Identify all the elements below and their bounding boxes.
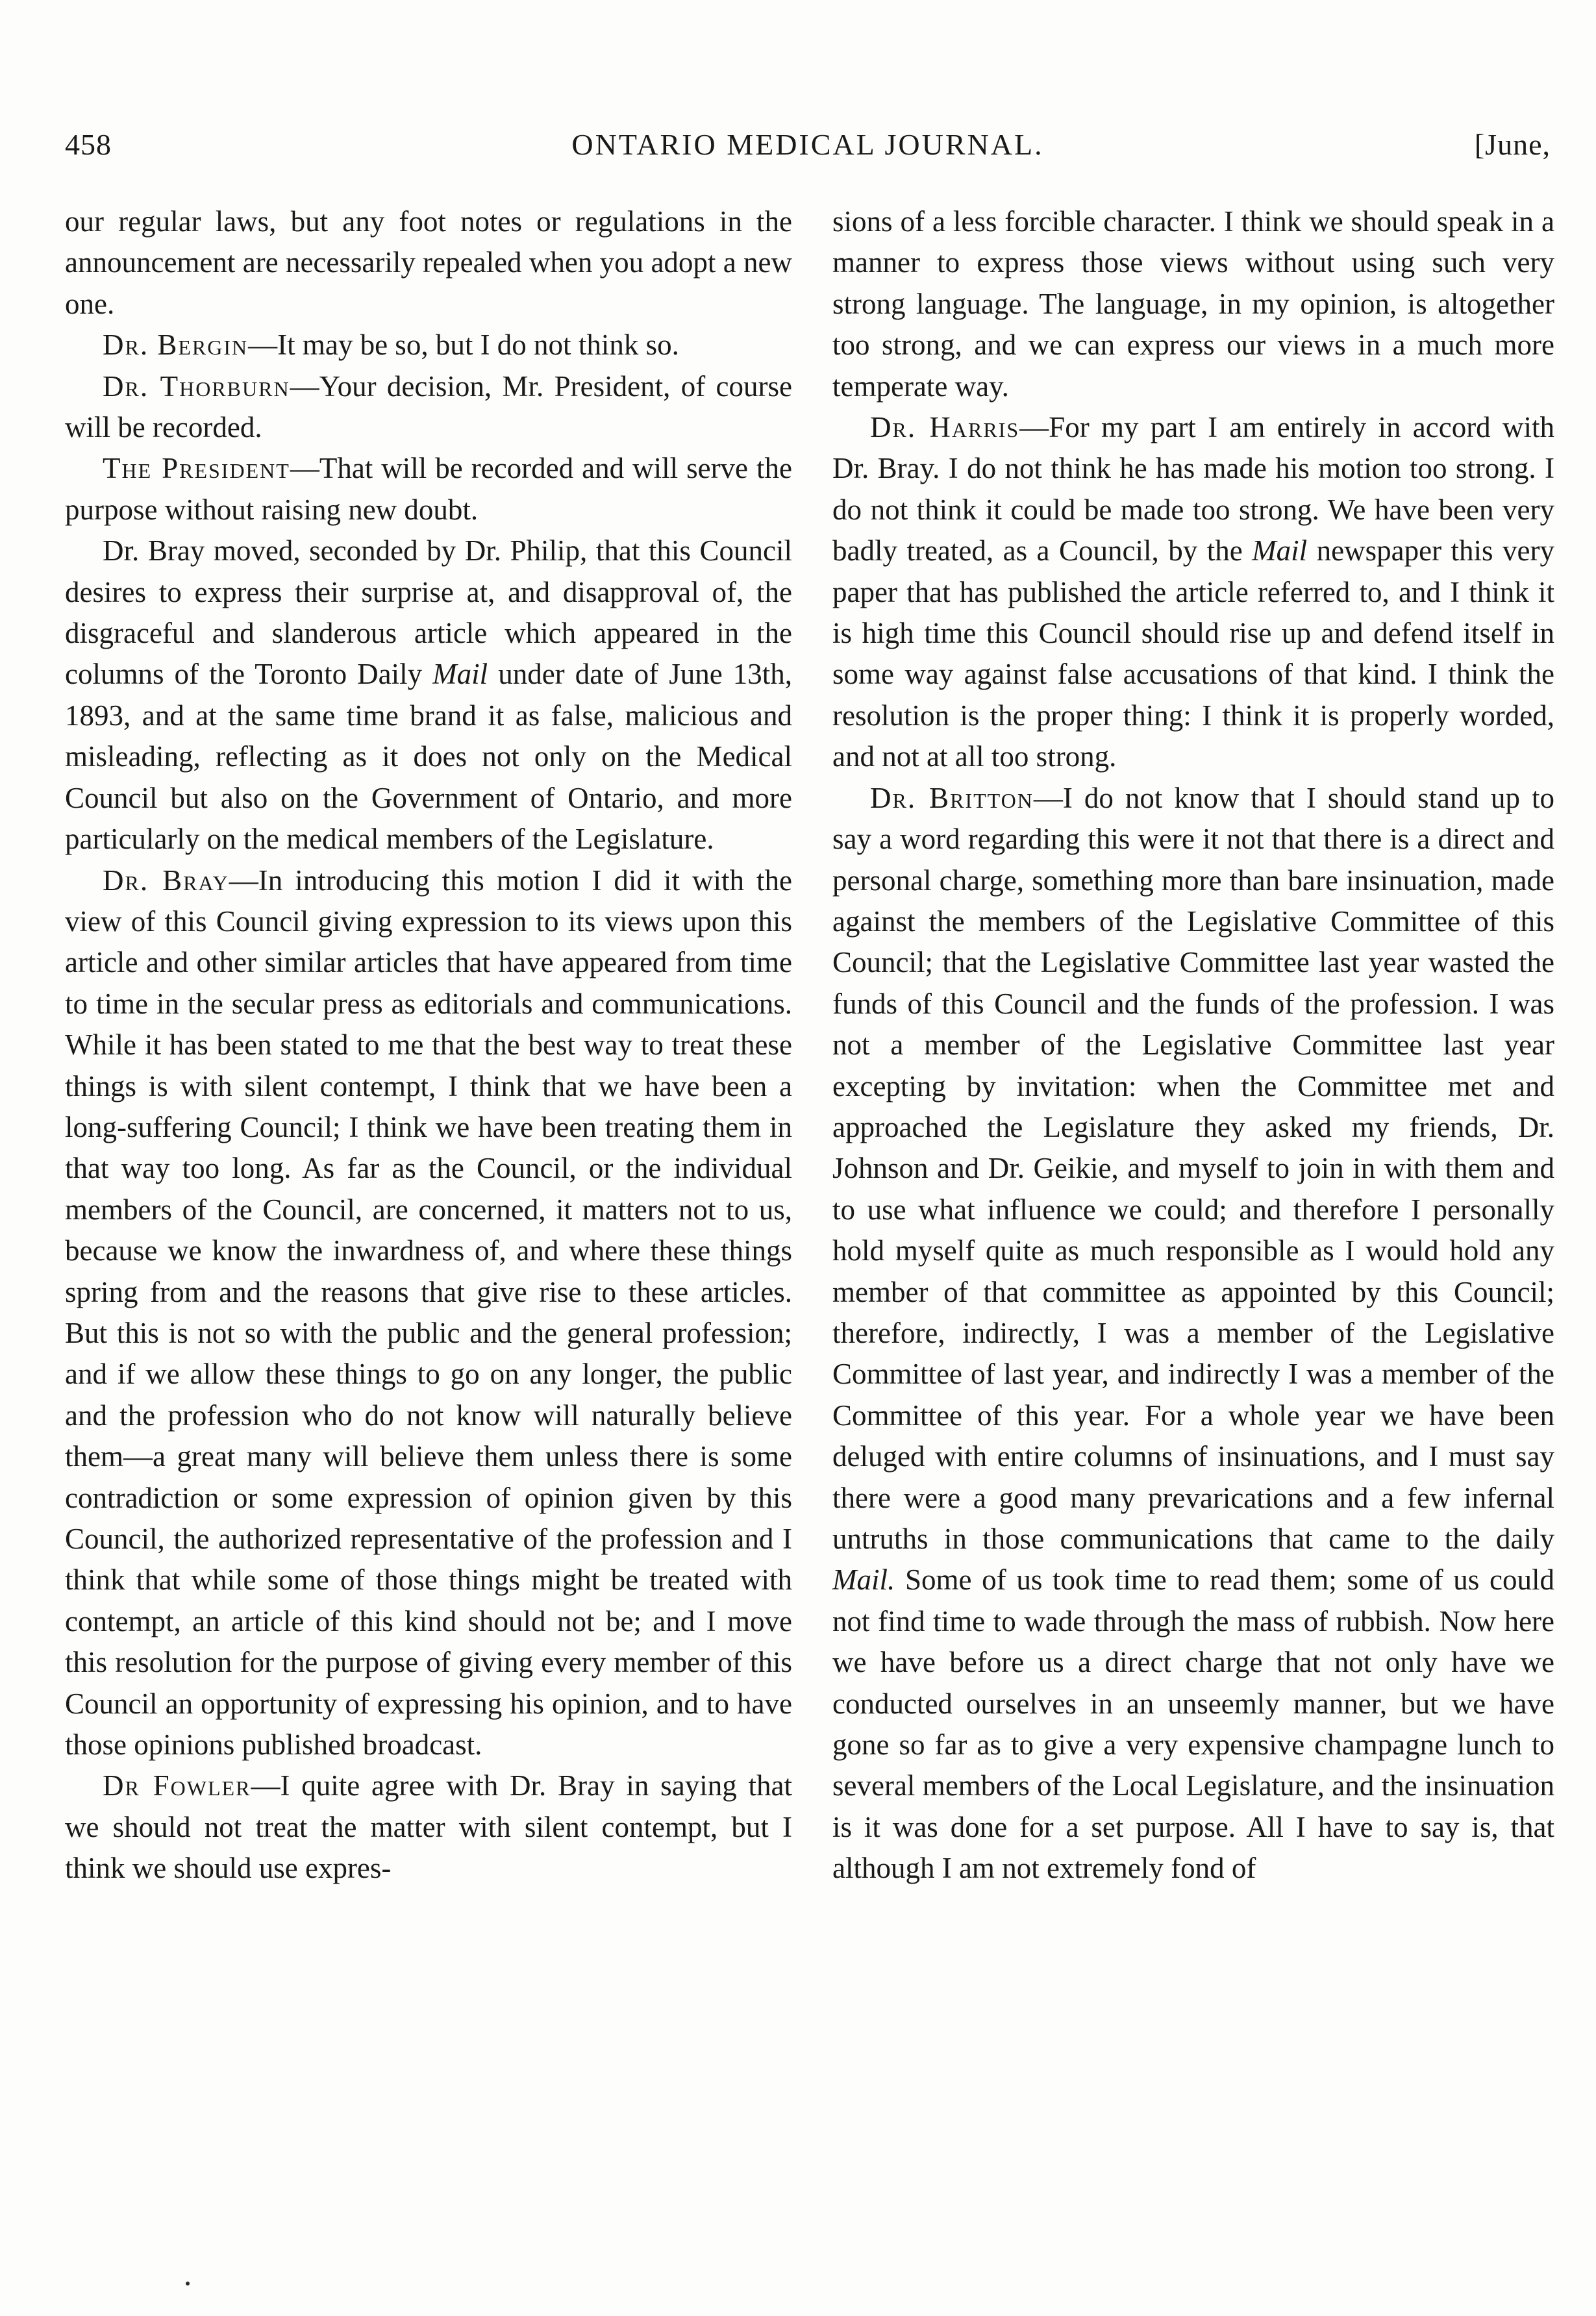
newspaper-name: Mail. bbox=[832, 1563, 895, 1597]
paragraph bbox=[832, 778, 1554, 1889]
paragraph-text: our regular laws, but any foot notes or regulations in the announcement are necessarily repealed when you adopt a new one. bbox=[65, 205, 792, 320]
speaker-name: The President bbox=[103, 452, 290, 485]
paragraph-text: Some of us took time to read them; some of us could not find time to wade through the mass of rubbish. Now here we have before us a direct charge that not only have we conducted ourselves in an unseemly manner, but we have gone so far as to give a very expensive champagne lunch to several members of the Local Legislature, and the insinuation is it was done for a set purpose. All I have to say is, that although I am not extremely fond of bbox=[832, 1563, 1554, 1885]
paragraph bbox=[65, 366, 792, 449]
speaker-name: Dr. Britton bbox=[870, 781, 1034, 814]
speaker-name: Dr Fowler bbox=[103, 1769, 251, 1802]
paragraph bbox=[832, 407, 1554, 778]
paragraph-text: —In introducing this motion I did it with the view of this Council giving expression to its views upon this article and other similar articles that have appeared from time to time in the secular press as editorials and communications. While it has been stated to me that the best way to treat these things is with silent contempt, I think that we have been a long-suffering Council; I think we have been treating them in that way too long. As far as the Council, or the individual members of the Council, are concerned, it matters not to us, because we know the inwardness of, and where these things spring from and the reasons that give rise to these articles. But this is not so with the public and the general profession; and if we allow these things to go on any longer, the public and the profession who do not know will naturally believe them—a great many will believe them unless there is some contradiction or some expression of opinion given by this Council, the authorized representative of the profession and I think that while some of those things might be treated with contempt, an article of this kind should not be; and I move this resolution for the purpose of giving every member of this Council an opportunity of expressing his opinion, and to have those opinions published broadcast. bbox=[65, 864, 793, 1762]
page-number: 458 bbox=[65, 128, 112, 161]
paragraph bbox=[65, 448, 792, 530]
paragraph bbox=[65, 201, 792, 325]
journal-title: ONTARIO MEDICAL JOURNAL. bbox=[571, 128, 1044, 161]
paragraph-text: newspaper this very paper that has published the article referred to, and I think it is high time this Council should rise up and defend itself in some way against false accusations of that kind. I think the resolution is the proper thing: I think it is properly worded, and not at all too strong. bbox=[832, 534, 1555, 773]
newspaper-name: Mail bbox=[1252, 534, 1308, 567]
paragraph bbox=[832, 201, 1554, 407]
right-column bbox=[832, 201, 1554, 1889]
paragraph bbox=[65, 325, 792, 366]
left-column bbox=[65, 201, 792, 1889]
paragraph-text: under date of June 13th, 1893, and at the same time brand it as false, malicious and misleading, reflecting as it does not only on the Medical Council but also on the Government of Ontario, and more particularly on the medical members of the Legislature. bbox=[65, 658, 792, 856]
newspaper-name: Mail bbox=[432, 658, 488, 691]
ink-speck bbox=[186, 2282, 190, 2285]
paragraph bbox=[65, 1765, 792, 1889]
running-head bbox=[65, 127, 1551, 173]
paragraph-text: sions of a less forcible character. I think we should speak in a manner to express those views without using such very strong language. The language, in my opinion, is altogether too strong, and we can express our views in a much more temperate way. bbox=[832, 205, 1554, 403]
speaker-name: Dr. Bergin bbox=[103, 329, 249, 362]
speaker-name: Dr. Thorburn bbox=[103, 369, 290, 403]
issue-month: [June, bbox=[1474, 128, 1551, 161]
paragraph-text: —It may be so, but I do not think so. bbox=[248, 329, 679, 362]
motion-paragraph bbox=[65, 530, 792, 860]
paragraph-text: —I do not know that I should stand up to say a word regarding this were it not that there is a direct and personal charge, something more than bare insinuation, made against the members of the Legislative Committee of this Council; that the Legislative Committee last year wasted the funds of this Council and the funds of the profession. I was not a member of the Legislative Committee last year excepting by invitation: when the Committee met and approached the Legislature they asked my friends, Dr. Johnson and Dr. Geikie, and myself to join in with them and to use what influence we could; and therefore I personally hold myself quite as much responsible as I would hold any member of that committee as appointed by this Council; therefore, indirectly, I was a member of the Legislative Committee of last year, and indirectly I was a member of the Committee of this year. For a whole year we have been deluged with entire columns of insinuations, and I must say there were a good many prevarications and a few infernal untruths in those communications that came to the daily bbox=[832, 781, 1554, 1555]
paragraph-text: —For my part I am entirely in accord with Dr. Bray. I do not think he has made his motion too strong. I do not think it could be made too strong. We have been very badly treated, as a Council, by the bbox=[832, 411, 1554, 567]
paragraph-text: —I quite agree with Dr. Bray in saying that we should not treat the matter with silent contempt, but I think we should use expres- bbox=[65, 1769, 792, 1885]
paragraph-text: —Your decision, Mr. President, of course will be recorded. bbox=[65, 369, 792, 444]
paragraph-text: —That will be recorded and will serve the purpose without raising new doubt. bbox=[65, 452, 793, 526]
speaker-name: Dr. Bray bbox=[103, 864, 229, 897]
paragraph-text: Dr. Bray moved, seconded by Dr. Philip, that this Council desires to express their surprise at, and disapproval of, the disgraceful and slanderous article which appeared in the columns of the Toronto Daily bbox=[65, 534, 792, 691]
speaker-name: Dr. Harris bbox=[870, 411, 1020, 444]
paragraph bbox=[65, 860, 792, 1766]
